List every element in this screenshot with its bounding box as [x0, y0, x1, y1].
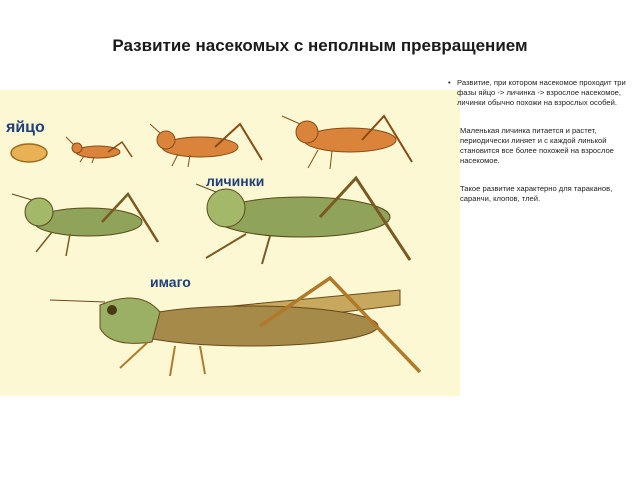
description-text: [448, 78, 638, 204]
locust-illustration: [0, 90, 460, 396]
larvae-label: личинки: [206, 173, 265, 189]
paragraph-definition: Развитие, при котором насекомое проходит три фазы яйцо -> личинка -> взрослое насекомое, личинки обычно похожи на взрослых особей.: [457, 78, 626, 107]
paragraph-larva-growth: Маленькая личинка питается и растет, периодически линяет и с каждой линькой становится все более похожей на взрослое насекомое.: [460, 126, 614, 165]
adult-locust-image: [50, 278, 420, 376]
locust-development-figure: [0, 90, 460, 396]
nymph-4-image: [12, 194, 158, 256]
egg-image: [11, 144, 47, 162]
nymph-3-image: [282, 116, 412, 169]
paragraph-examples: Такое развитие характерно для тараканов, саранчи, клопов, тлей.: [460, 184, 613, 203]
bullet-dot: •: [448, 78, 451, 87]
adult-label: имаго: [150, 274, 191, 290]
nymph-1-image: [66, 137, 132, 163]
nymph-2-image: [150, 124, 262, 167]
slide-title: Развитие насекомых с неполным превращением: [112, 36, 528, 55]
bullet-item: [448, 78, 638, 108]
egg-label: яйцо: [6, 119, 45, 136]
nymph-5-image: [196, 178, 410, 264]
